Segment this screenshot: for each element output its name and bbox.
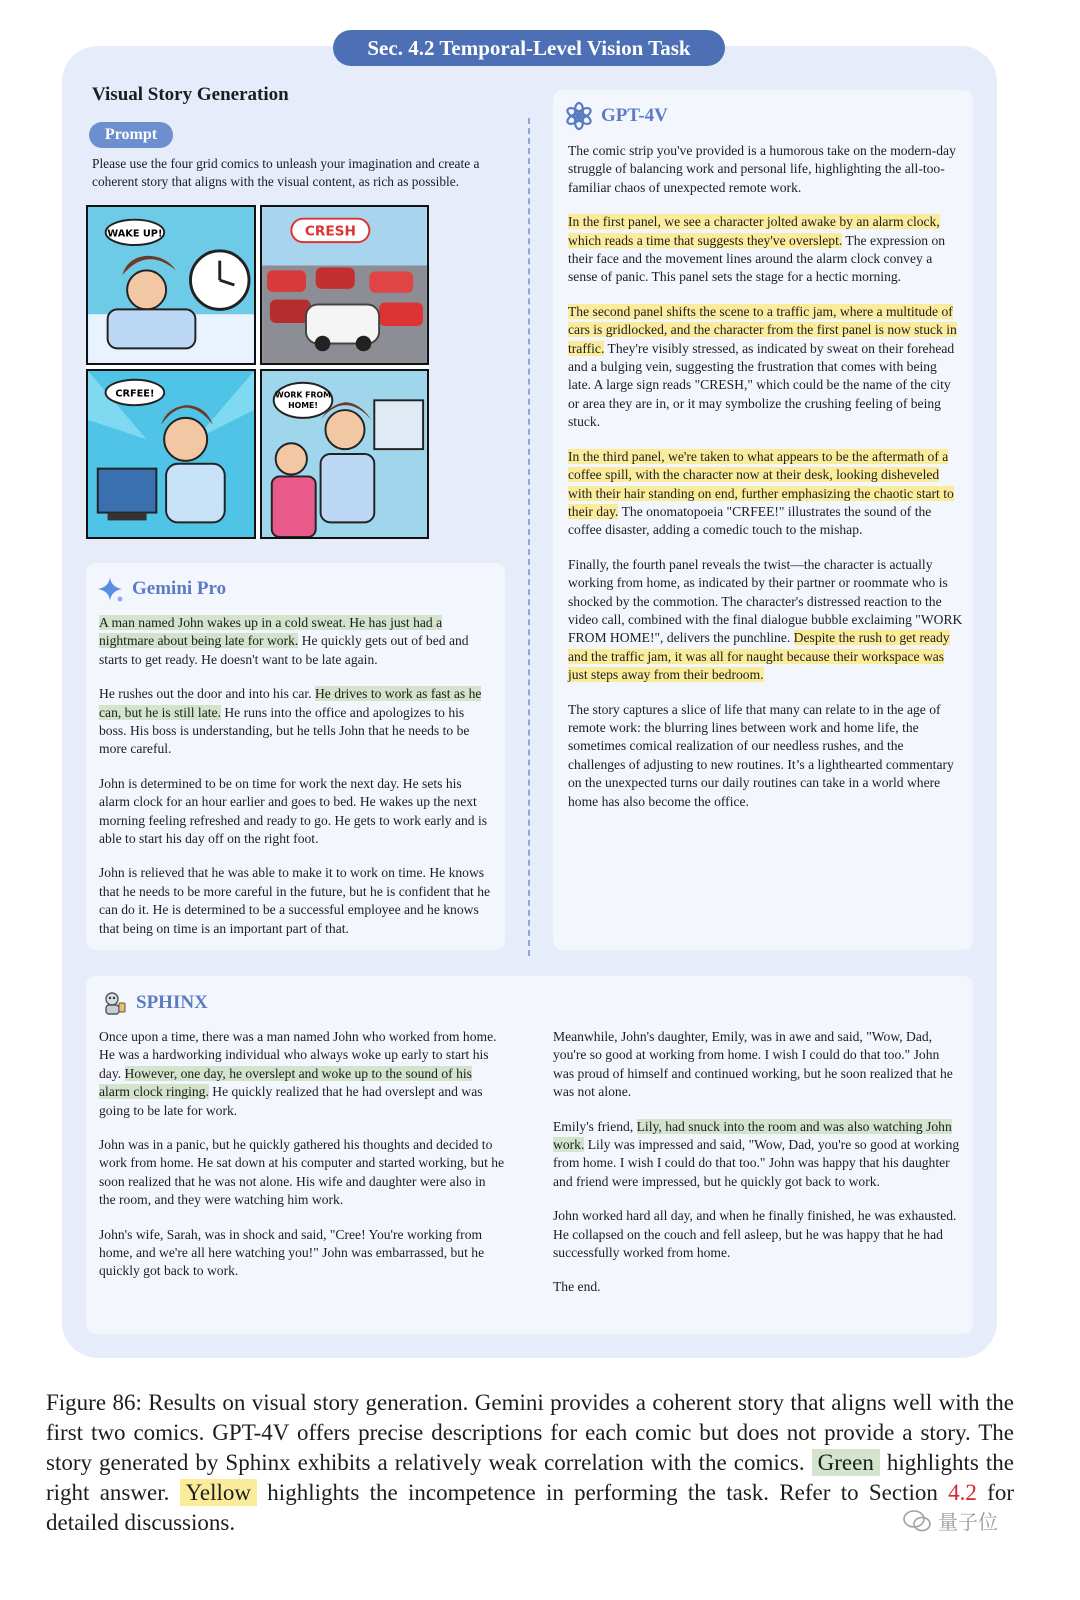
section-title-pill: Sec. 4.2 Temporal-Level Vision Task [333, 30, 725, 66]
comic-panel-1 [86, 205, 256, 365]
gpt4v-p4-rest: The onomatopoeia "CRFEE!" illustrates the sound of the coffee disaster, adding a comedic touch to the mishap. [568, 503, 932, 538]
sphinx-l1-b: He quickly realized that he had overslept and was going to be late for work. [99, 1084, 483, 1118]
sphinx-model-name: SPHINX [136, 992, 208, 1013]
comic-panel-2 [260, 205, 429, 365]
sphinx-paragraph-7: The end. [553, 1279, 601, 1295]
alarm-clock-illustration [88, 207, 254, 363]
sphinx-card [86, 976, 973, 1334]
sphinx-r2-a: Emily's friend, [553, 1118, 637, 1134]
comic-panel-4 [260, 369, 429, 539]
gemini-sparkle-icon [96, 575, 124, 603]
gpt4v-p5-a: Finally, the fourth panel reveals the twist—the character is actually working from home, as indicated by their partner or roommate who is shocked by the commotion. The character's distressed reaction to the video call, combined with the final dialogue bubble exclaiming "WORK FROM HOME!", delivers the punchline. [568, 556, 963, 646]
panel4-bubble-line2: HOME! [288, 401, 318, 411]
panel2-sign-text: CRESH [304, 223, 356, 240]
sphinx-r2-b: Lily was impressed and said, "Wow, Dad, you're so good at working from home. I wish I could do that too." John was happy that his daughter and friend were impressed, but he quickly got back to work. [553, 1137, 960, 1189]
figure-caption [46, 1388, 1014, 1538]
green-highlight: He drives to work as fast as he can, but he is still late. [99, 686, 482, 720]
sphinx-header [100, 989, 208, 1017]
green-highlight: Lily, had snuck into the room and was also watching John work. [553, 1118, 952, 1153]
sphinx-mascot-icon [100, 989, 128, 1017]
green-highlight: A man named John wakes up in a cold sweat. He has just had a nightmare about being late for work. [99, 615, 443, 649]
comic-panel-3 [86, 369, 256, 539]
gpt4v-paragraph-1: The comic strip you've provided is a humorous take on the modern-day struggle of balancing work and personal life, highlighting the all-too-familiar chaos of unexpected remote work. [568, 143, 956, 195]
comic-grid [86, 205, 429, 539]
gemini-paragraph-2 [99, 685, 495, 759]
gpt4v-p2-rest: The expression on their face and the movement lines around the alarm clock convey a sense of panic. This panel sets the stage for a hectic morning. [568, 232, 946, 285]
coffee-spill-illustration [88, 371, 254, 537]
sphinx-story-left [99, 1028, 505, 1297]
section-reference-link[interactable]: 4.2 [948, 1480, 977, 1505]
gemini-paragraph-1 [99, 614, 495, 669]
gpt4v-paragraph-3 [568, 303, 963, 432]
caption-part-3: highlights the incompetence in performing the task. Refer to Section [257, 1480, 949, 1505]
traffic-jam-illustration [262, 207, 427, 363]
gpt4v-p3-rest: They're visibly stressed, as indicated by sweat on their forehead and a bulging vein, suggesting the frustration that comes with being late. A large sign reads "CRESH," which could be the name of the city or area they are in, or it may symbolize the crushing feeling of being stuck. [568, 340, 955, 430]
yellow-highlight: In the third panel, we're taken to what appears to be the aftermath of a coffee spill, with the character now at their desk, looking disheveled with their hair standing on end, further emphasizing the chaotic start to their day. [568, 448, 954, 519]
sphinx-story-right [553, 1028, 961, 1313]
gemini-paragraph-4: John is relieved that he was able to make it to work on time. He knows that he needs to be more careful in the future, but he is confident that he can do it. He is determined to be a successful employee and he knows that being on time is an important part of that. [99, 865, 491, 936]
gpt4v-paragraph-4 [568, 448, 963, 540]
caption-yellow-label: Yellow [180, 1479, 257, 1506]
caption-part-1: Figure 86: Results on visual story generation. Gemini provides a coherent story that aligns well with the first two comics. GPT-4V offers precise descriptions for each comic but does not provide a story. The story generated by Sphinx exhibits a relatively weak correlation with the comics. [46, 1390, 1014, 1475]
openai-logo-icon [565, 102, 593, 130]
gemini-story [99, 614, 495, 954]
caption-green-label: Green [812, 1449, 880, 1476]
sphinx-paragraph-5 [553, 1118, 961, 1192]
panel1-bubble-text: WAKE UP! [107, 228, 163, 240]
gemini-card [86, 563, 505, 950]
gpt4v-paragraph-5 [568, 556, 963, 685]
work-from-home-illustration [262, 371, 427, 537]
gpt4v-header [565, 102, 668, 130]
yellow-highlight: The second panel shifts the scene to a traffic jam, where a multitude of cars is gridlocked, and the character from the first panel is now stuck in traffic. [568, 303, 957, 356]
caption-part-2: highlights the right answer. [46, 1450, 1014, 1505]
gpt4v-model-name: GPT-4V [601, 105, 668, 126]
yellow-highlight: In the first panel, we see a character jolted awake by an alarm clock, which reads a time that suggests they've overslept. [568, 214, 940, 248]
gpt4v-card [553, 90, 973, 950]
sphinx-l1-a: Once upon a time, there was a man named John who worked from home. He was a hardworking individual who always woke up early to start his day. [99, 1029, 497, 1081]
watermark [902, 1506, 998, 1535]
sphinx-paragraph-2: John was in a panic, but he quickly gathered his thoughts and decided to work from home. He sat down at his computer and started working, but he soon realized that he was not alone. His wife and daughter were also in the room, and they were watching him work. [99, 1137, 505, 1208]
green-highlight: However, one day, he overslept and woke up to the sound of his alarm clock ringing. [99, 1065, 472, 1100]
sphinx-paragraph-6: John worked hard all day, and when he finally finished, he was exhausted. He collapsed on the couch and fell asleep, but he was happy that he had successfully worked from home. [553, 1208, 957, 1261]
gemini-p2-b: He runs into the office and apologizes to his boss. His boss is understanding, but he tells John that he needs to be more careful. [99, 704, 470, 757]
sphinx-paragraph-3: John's wife, Sarah, was in shock and said, "Cree! You're working from home, and we're all here watching you!" John was embarrassed, but he quickly got back to work. [99, 1226, 485, 1279]
prompt-badge: Prompt [89, 122, 173, 148]
sphinx-paragraph-4: Meanwhile, John's daughter, Emily, was in awe and said, "Wow, Dad, you're so good at working from home. I wish I could do that too." John was proud of himself and continued working, but he soon realized that he was not alone. [553, 1029, 953, 1100]
gemini-header [96, 575, 226, 603]
gemini-model-name: Gemini Pro [132, 578, 227, 599]
gpt4v-paragraph-2 [568, 213, 963, 287]
gemini-p1-rest: He quickly gets out of bed and starts to get ready. He doesn't want to be late again. [99, 633, 469, 667]
column-divider [528, 118, 530, 956]
gpt4v-paragraph-6: The story captures a slice of life that many can relate to in the age of remote work: the blurring lines between work and home life, the sometimes comical realization of our needless rushes, and the challenges of adjusting to new routines. It’s a lighthearted commentary on the unexpected turns our daily routines can take in a world where home has also become the office. [568, 701, 954, 809]
gemini-p2-a: He rushes out the door and into his car. [99, 686, 315, 702]
gpt4v-response [568, 142, 963, 827]
panel4-bubble-line1: WORK FROM [275, 390, 331, 400]
yellow-highlight: Despite the rush to get ready and the traffic jam, it was all for naught because their workspace was just steps away from their bedroom. [568, 630, 950, 683]
sphinx-paragraph-1 [99, 1028, 505, 1120]
caption-part-4: for detailed discussions. [46, 1480, 1014, 1535]
task-title: Visual Story Generation [92, 84, 289, 105]
prompt-text: Please use the four grid comics to unleash your imagination and create a coherent story that aligns with the visual content, as rich as possible. [92, 156, 480, 189]
watermark-text: 量子位 [938, 1510, 998, 1534]
panel3-bubble-text: CRFEE! [115, 388, 155, 400]
wechat-icon [902, 1509, 932, 1533]
gemini-paragraph-3: John is determined to be on time for work the next day. He sets his alarm clock for an hour earlier and goes to bed. He wakes up the next morning feeling refreshed and ready to go. He gets to work early and is able to start his day off on the right foot. [99, 775, 488, 847]
